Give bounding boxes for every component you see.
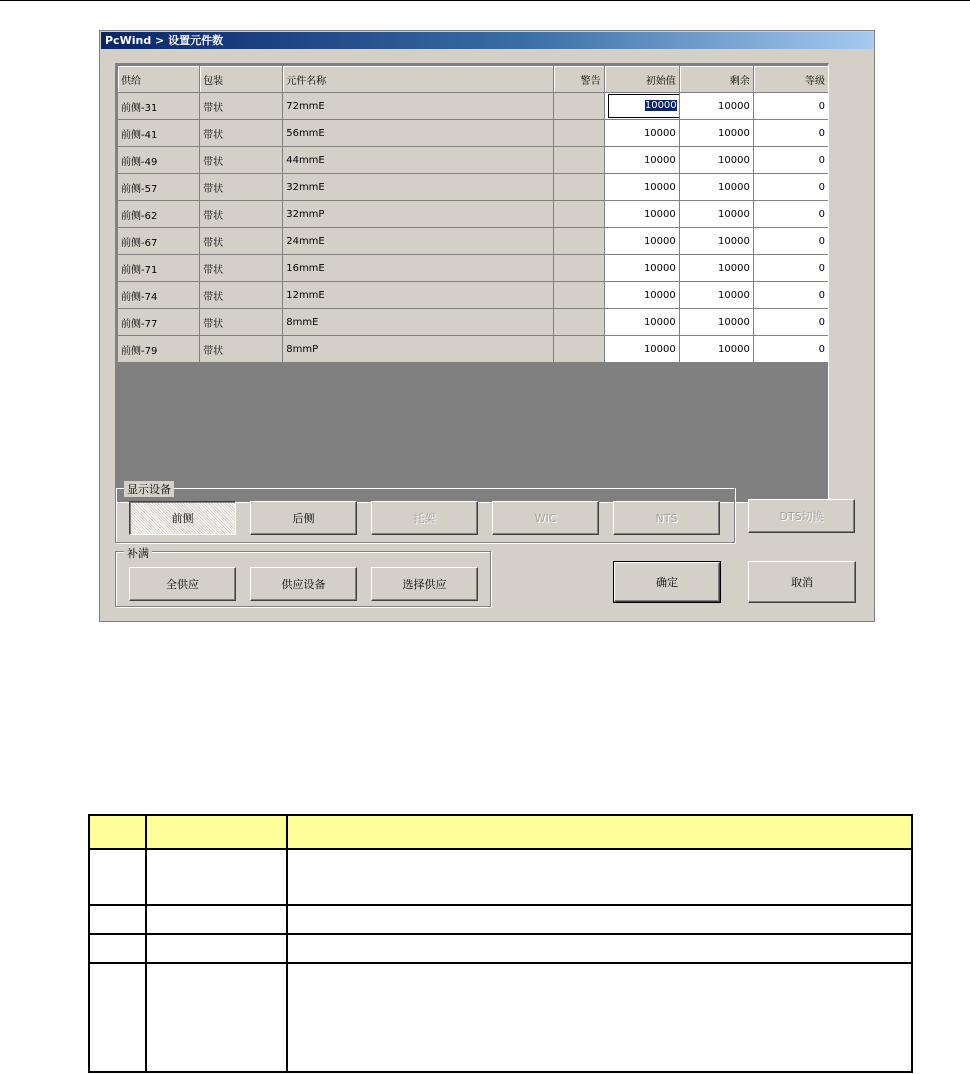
package-cell: 带状 bbox=[200, 228, 283, 255]
level-cell[interactable]: 0 bbox=[753, 336, 828, 363]
table-row[interactable] bbox=[118, 282, 829, 309]
table-row[interactable] bbox=[118, 336, 829, 363]
table-cell bbox=[287, 934, 912, 963]
warning-cell bbox=[553, 93, 604, 120]
component-name-cell: 44mmE bbox=[283, 147, 553, 174]
supply-cell: 前侧-31 bbox=[118, 93, 200, 120]
component-name-cell: 12mmE bbox=[283, 282, 553, 309]
warning-cell bbox=[553, 201, 604, 228]
warning-cell bbox=[553, 309, 604, 336]
table-cell bbox=[89, 934, 146, 963]
column-header-initial[interactable]: 初始值 bbox=[604, 66, 679, 93]
table-cell bbox=[146, 963, 287, 1072]
table-cell bbox=[89, 963, 146, 1072]
package-cell: 带状 bbox=[200, 255, 283, 282]
remaining-cell[interactable]: 10000 bbox=[679, 147, 753, 174]
level-cell[interactable]: 0 bbox=[753, 174, 828, 201]
table-row[interactable] bbox=[118, 201, 829, 228]
initial-value-editor[interactable] bbox=[608, 94, 680, 118]
front-button[interactable]: 前侧 bbox=[129, 501, 236, 535]
remaining-cell[interactable]: 10000 bbox=[679, 282, 753, 309]
select-supply-button[interactable]: 选择供应 bbox=[371, 567, 478, 601]
table-row bbox=[89, 849, 912, 905]
table-cell bbox=[287, 849, 912, 905]
table-cell bbox=[287, 963, 912, 1072]
package-cell: 带状 bbox=[200, 147, 283, 174]
remaining-cell[interactable]: 10000 bbox=[679, 228, 753, 255]
dialog-title: PcWind > 设置元件数 bbox=[101, 32, 873, 49]
level-cell[interactable]: 0 bbox=[753, 93, 828, 120]
supply-cell: 前侧-41 bbox=[118, 120, 200, 147]
column-header-package[interactable]: 包装 bbox=[200, 66, 283, 93]
table-row[interactable] bbox=[118, 255, 829, 282]
initial-value-cell[interactable]: 10000 bbox=[604, 120, 679, 147]
warning-cell bbox=[553, 228, 604, 255]
remaining-cell[interactable]: 10000 bbox=[679, 309, 753, 336]
supply-cell: 前侧-71 bbox=[118, 255, 200, 282]
component-name-cell: 32mmP bbox=[283, 201, 553, 228]
package-cell: 带状 bbox=[200, 120, 283, 147]
warning-cell bbox=[553, 255, 604, 282]
package-cell: 带状 bbox=[200, 93, 283, 120]
supply-cell: 前侧-77 bbox=[118, 309, 200, 336]
package-cell: 带状 bbox=[200, 201, 283, 228]
initial-value-cell[interactable]: 10000 bbox=[604, 174, 679, 201]
tray-button[interactable]: 托架 bbox=[371, 501, 478, 535]
warning-cell bbox=[553, 282, 604, 309]
table-cell bbox=[287, 815, 912, 849]
remaining-cell[interactable]: 10000 bbox=[679, 120, 753, 147]
level-cell[interactable]: 0 bbox=[753, 309, 828, 336]
wic-button[interactable]: WIC bbox=[492, 501, 599, 535]
remaining-cell[interactable]: 10000 bbox=[679, 93, 753, 120]
description-table bbox=[88, 814, 913, 1073]
initial-value-cell[interactable] bbox=[604, 93, 679, 120]
refill-group-label: 补满 bbox=[124, 545, 152, 561]
table-row bbox=[89, 905, 912, 934]
display-device-group-label: 显示设备 bbox=[124, 481, 174, 497]
supply-cell: 前侧-62 bbox=[118, 201, 200, 228]
component-name-cell: 72mmE bbox=[283, 93, 553, 120]
supply-cell: 前侧-67 bbox=[118, 228, 200, 255]
supply-device-button[interactable]: 供应设备 bbox=[250, 567, 357, 601]
table-cell bbox=[89, 905, 146, 934]
component-name-cell: 8mmE bbox=[283, 309, 553, 336]
supply-cell: 前侧-49 bbox=[118, 147, 200, 174]
level-cell[interactable]: 0 bbox=[753, 282, 828, 309]
selected-text: 10000 bbox=[644, 100, 677, 111]
column-header-remaining[interactable]: 剩余 bbox=[679, 66, 753, 93]
column-header-component-name[interactable]: 元件名称 bbox=[283, 66, 553, 93]
table-header-row bbox=[89, 815, 912, 849]
initial-value-cell[interactable]: 10000 bbox=[604, 282, 679, 309]
component-name-cell: 16mmE bbox=[283, 255, 553, 282]
level-cell[interactable]: 0 bbox=[753, 255, 828, 282]
cancel-button[interactable]: 取消 bbox=[748, 561, 856, 603]
package-cell: 带状 bbox=[200, 282, 283, 309]
column-header-level[interactable]: 等级 bbox=[753, 66, 828, 93]
nts-button[interactable]: NTS bbox=[613, 501, 720, 535]
table-row[interactable] bbox=[118, 93, 829, 120]
remaining-cell[interactable]: 10000 bbox=[679, 336, 753, 363]
warning-cell bbox=[553, 336, 604, 363]
table-row[interactable] bbox=[118, 228, 829, 255]
level-cell[interactable]: 0 bbox=[753, 201, 828, 228]
warning-cell bbox=[553, 120, 604, 147]
component-name-cell: 24mmE bbox=[283, 228, 553, 255]
component-grid[interactable] bbox=[115, 63, 829, 503]
initial-value-cell[interactable]: 10000 bbox=[604, 147, 679, 174]
table-cell bbox=[146, 815, 287, 849]
table-row[interactable] bbox=[118, 174, 829, 201]
component-name-cell: 56mmE bbox=[283, 120, 553, 147]
level-cell[interactable]: 0 bbox=[753, 147, 828, 174]
rear-button[interactable]: 后侧 bbox=[250, 501, 357, 535]
package-cell: 带状 bbox=[200, 174, 283, 201]
initial-value-cell[interactable]: 10000 bbox=[604, 201, 679, 228]
all-supply-button[interactable]: 全供应 bbox=[129, 567, 236, 601]
table-cell bbox=[287, 905, 912, 934]
component-name-cell: 32mmE bbox=[283, 174, 553, 201]
package-cell: 带状 bbox=[200, 336, 283, 363]
table-row[interactable] bbox=[118, 309, 829, 336]
remaining-cell[interactable]: 10000 bbox=[679, 201, 753, 228]
table-cell bbox=[89, 849, 146, 905]
ok-button[interactable]: 确定 bbox=[613, 561, 721, 603]
column-header-warning[interactable]: 警告 bbox=[553, 66, 604, 93]
initial-value-cell[interactable]: 10000 bbox=[604, 309, 679, 336]
level-cell[interactable]: 0 bbox=[753, 120, 828, 147]
set-component-count-dialog bbox=[99, 30, 875, 622]
table-cell bbox=[146, 934, 287, 963]
level-cell[interactable]: 0 bbox=[753, 228, 828, 255]
initial-value-cell[interactable]: 10000 bbox=[604, 228, 679, 255]
page-top-rule bbox=[0, 0, 970, 1]
table-row bbox=[89, 963, 912, 1072]
table-row bbox=[89, 934, 912, 963]
remaining-cell[interactable]: 10000 bbox=[679, 174, 753, 201]
package-cell: 带状 bbox=[200, 309, 283, 336]
dts-switch-button[interactable]: DTS切换 bbox=[748, 499, 855, 533]
table-row[interactable] bbox=[118, 120, 829, 147]
component-name-cell: 8mmP bbox=[283, 336, 553, 363]
supply-cell: 前侧-57 bbox=[118, 174, 200, 201]
remaining-cell[interactable]: 10000 bbox=[679, 255, 753, 282]
initial-value-cell[interactable]: 10000 bbox=[604, 255, 679, 282]
warning-cell bbox=[553, 174, 604, 201]
table-row[interactable] bbox=[118, 147, 829, 174]
warning-cell bbox=[553, 147, 604, 174]
initial-value-cell[interactable]: 10000 bbox=[604, 336, 679, 363]
table-cell bbox=[146, 849, 287, 905]
supply-cell: 前侧-79 bbox=[118, 336, 200, 363]
column-header-supply[interactable]: 供给 bbox=[118, 66, 200, 93]
supply-cell: 前侧-74 bbox=[118, 282, 200, 309]
table-cell bbox=[146, 905, 287, 934]
table-cell bbox=[89, 815, 146, 849]
